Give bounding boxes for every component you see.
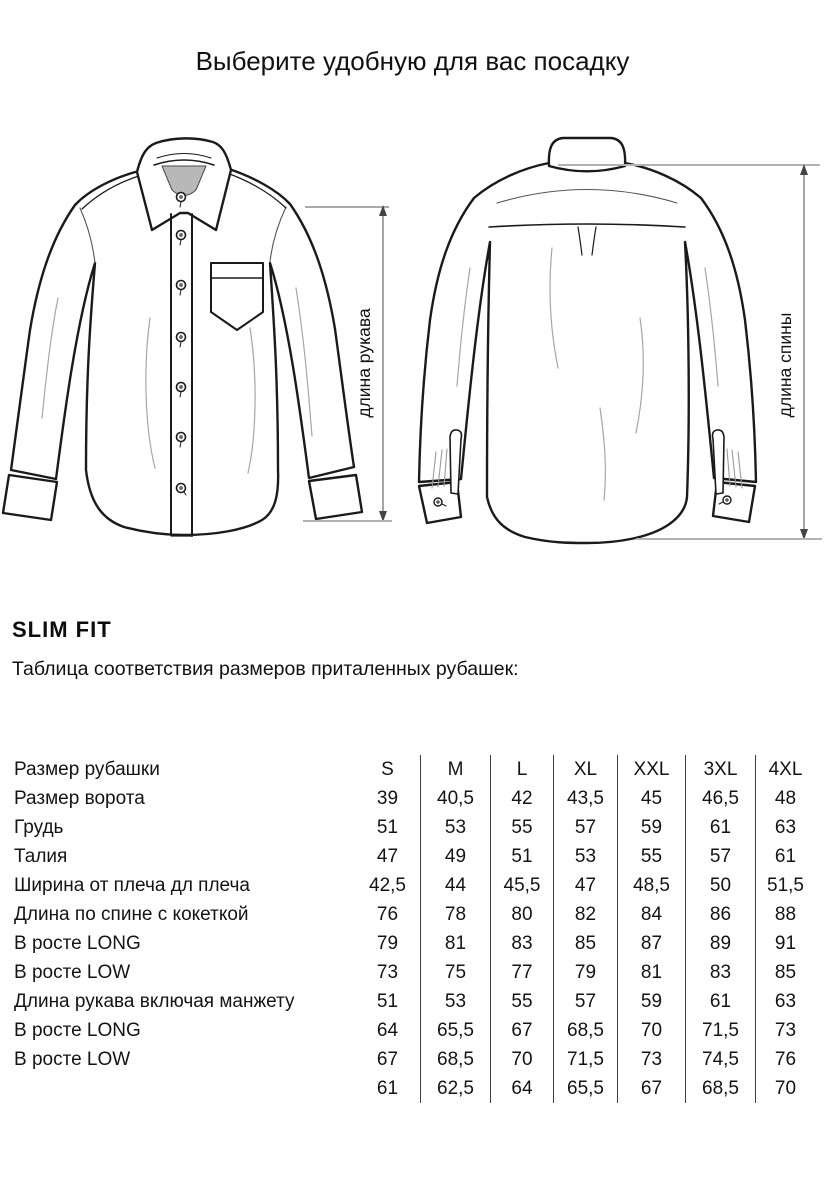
front-shirt-body (11, 162, 354, 535)
row-label: Грудь (14, 817, 64, 838)
size-value: 73 (755, 1016, 815, 1045)
size-value: 84 (617, 900, 685, 929)
size-value: 78 (420, 900, 490, 929)
shirt-diagram (0, 118, 825, 580)
size-value: 61 (685, 813, 755, 842)
size-value: 80 (490, 900, 553, 929)
size-value: 51,5 (755, 871, 815, 900)
size-value: 53 (420, 987, 490, 1016)
size-value: 63 (755, 987, 815, 1016)
size-value: 55 (490, 813, 553, 842)
size-value: 67 (376, 1049, 399, 1070)
size-value: 44 (420, 871, 490, 900)
slim-fit-heading: SLIM FIT (12, 617, 112, 642)
size-value: 87 (617, 929, 685, 958)
size-value: 51 (376, 991, 399, 1012)
size-value: 45 (617, 784, 685, 813)
size-value: 67 (617, 1074, 685, 1103)
row-label: Длина по спине с кокеткой (14, 904, 249, 925)
size-value: 70 (755, 1074, 815, 1103)
size-value: 48,5 (617, 871, 685, 900)
size-value: 47 (376, 846, 399, 867)
row-label: В росте LOW (14, 1049, 131, 1070)
size-value: 76 (755, 1045, 815, 1074)
size-value: 67 (490, 1016, 553, 1045)
size-value: 46,5 (685, 784, 755, 813)
size-value: 71,5 (685, 1016, 755, 1045)
table-header-label: Размер рубашки (14, 759, 160, 780)
size-value: 55 (490, 987, 553, 1016)
size-value: 55 (617, 842, 685, 871)
front-left-cuff (3, 475, 57, 520)
size-value: 63 (755, 813, 815, 842)
row-label: В росте LOW (14, 962, 131, 983)
size-value: 59 (617, 987, 685, 1016)
size-value: 81 (420, 929, 490, 958)
size-col-header: 4XL (755, 755, 815, 784)
size-value: 81 (617, 958, 685, 987)
back-right-sleeve-placket (713, 430, 725, 494)
size-value: 61 (685, 987, 755, 1016)
size-col-header: S (381, 759, 394, 780)
fit-diagram (0, 118, 825, 580)
size-value: 62,5 (420, 1074, 490, 1103)
size-value: 75 (420, 958, 490, 987)
size-value: 73 (617, 1045, 685, 1074)
size-value: 68,5 (420, 1045, 490, 1074)
size-value: 57 (553, 987, 617, 1016)
row-label: Длина рукава включая манжету (14, 991, 295, 1012)
back-shirt-body (419, 160, 756, 544)
back-left-sleeve-placket (450, 430, 462, 494)
size-value: 57 (553, 813, 617, 842)
size-table (14, 755, 815, 1103)
size-value: 61 (755, 842, 815, 871)
size-value: 71,5 (553, 1045, 617, 1074)
back-collar (549, 138, 625, 171)
size-value: 68,5 (685, 1074, 755, 1103)
size-value: 48 (755, 784, 815, 813)
row-label: В росте LONG (14, 933, 141, 954)
size-value: 57 (685, 842, 755, 871)
size-col-header: XL (553, 755, 617, 784)
size-col-header: 3XL (685, 755, 755, 784)
size-value: 91 (755, 929, 815, 958)
size-value: 76 (376, 904, 399, 925)
size-value: 65,5 (420, 1016, 490, 1045)
size-value: 51 (490, 842, 553, 871)
size-value: 68,5 (553, 1016, 617, 1045)
size-value: 74,5 (685, 1045, 755, 1074)
size-value: 83 (490, 929, 553, 958)
size-value: 64 (490, 1074, 553, 1103)
row-label: Размер ворота (14, 788, 145, 809)
size-value: 49 (420, 842, 490, 871)
front-right-cuff (309, 475, 362, 519)
size-value: 59 (617, 813, 685, 842)
size-col-header: M (420, 755, 490, 784)
front-shirt-drawing (3, 138, 362, 536)
table-subtitle: Таблица соответствия размеров приталенных рубашек: (12, 658, 519, 680)
back-length-label: длина спины (775, 312, 795, 418)
size-value: 40,5 (420, 784, 490, 813)
size-col-header: XXL (617, 755, 685, 784)
size-value: 82 (553, 900, 617, 929)
size-value: 61 (376, 1078, 399, 1099)
size-value: 88 (755, 900, 815, 929)
size-value: 39 (376, 788, 399, 809)
sleeve-length-label: длина рукава (354, 308, 374, 418)
size-value: 79 (376, 933, 399, 954)
size-value: 85 (755, 958, 815, 987)
size-value: 65,5 (553, 1074, 617, 1103)
row-label: Ширина от плеча дл плеча (14, 875, 250, 896)
size-col-header: L (490, 755, 553, 784)
size-value: 83 (685, 958, 755, 987)
size-value: 85 (553, 929, 617, 958)
size-value: 77 (490, 958, 553, 987)
size-value: 50 (685, 871, 755, 900)
size-value: 53 (553, 842, 617, 871)
row-label: В росте LONG (14, 1020, 141, 1041)
size-value: 89 (685, 929, 755, 958)
row-label (14, 1074, 355, 1103)
back-shirt-drawing (419, 138, 756, 543)
size-value: 70 (617, 1016, 685, 1045)
size-value: 42,5 (369, 875, 406, 896)
size-value: 51 (376, 817, 399, 838)
size-value: 45,5 (490, 871, 553, 900)
size-value: 43,5 (553, 784, 617, 813)
size-value: 86 (685, 900, 755, 929)
page-title: Выберите удобную для вас посадку (195, 46, 630, 76)
size-value: 47 (553, 871, 617, 900)
size-value: 73 (376, 962, 399, 983)
size-value: 64 (376, 1020, 399, 1041)
size-value: 42 (490, 784, 553, 813)
size-value: 70 (490, 1045, 553, 1074)
row-label: Талия (14, 846, 68, 867)
size-value: 53 (420, 813, 490, 842)
size-value: 79 (553, 958, 617, 987)
